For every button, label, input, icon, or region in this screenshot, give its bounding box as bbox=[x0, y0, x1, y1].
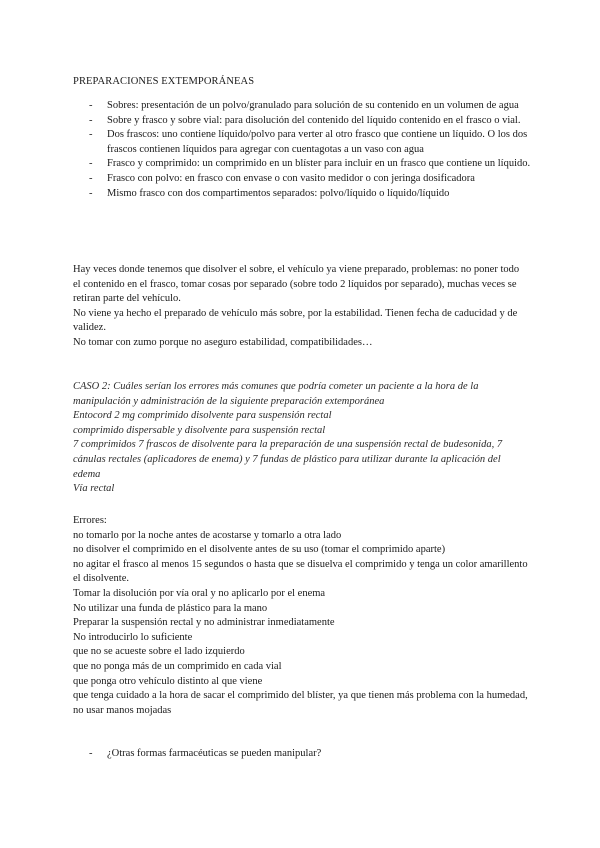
bullet-dash: - bbox=[89, 129, 93, 141]
case-section bbox=[73, 380, 529, 497]
error-item: que no ponga más de un comprimido en cada vial bbox=[73, 660, 282, 672]
bullet-dash: - bbox=[89, 187, 93, 199]
bullet-dash: - bbox=[89, 158, 93, 170]
error-item: No utilizar una funda de plástico para la mano bbox=[73, 602, 268, 614]
list-item bbox=[73, 114, 531, 129]
list-item-text: Sobres: presentación de un polvo/granulado para solución de su contenido en un volumen de agua bbox=[107, 100, 519, 111]
presentation-list bbox=[73, 99, 531, 201]
list-item bbox=[73, 157, 531, 172]
error-item: no agitar el frasco al menos 15 segundos o hasta que se disuelva el comprimido y tenga un color amarillento el disolvente. bbox=[73, 558, 528, 585]
list-item-text: Frasco y comprimido: un comprimido en un blíster para incluir en un frasco que contiene un líquido. bbox=[107, 158, 531, 170]
error-item: no tomarlo por la noche antes de acostarse y tomarlo a otra lado bbox=[73, 529, 342, 541]
error-item: no disolver el comprimido en el disolvente antes de su uso (tomar el comprimido aparte) bbox=[73, 544, 446, 556]
list-item-text: Mismo frasco con dos compartimentos separados: polvo/líquido o líquido/líquido bbox=[107, 187, 450, 199]
case-question: CASO 2: Cuáles serían los errores más comunes que podría cometer un paciente a la hora de la manipulación y administración de la siguiente preparación extemporánea bbox=[73, 381, 479, 407]
list-item bbox=[73, 99, 531, 114]
list-item bbox=[73, 172, 531, 187]
error-item: No introducirlo lo suficiente bbox=[73, 631, 193, 643]
final-question-item bbox=[73, 747, 321, 762]
case-line: Entocord 2 mg comprimido disolvente para suspensión rectal bbox=[73, 410, 332, 422]
bullet-dash: - bbox=[89, 114, 93, 126]
bullet-dash: - bbox=[89, 748, 93, 759]
error-item: que tenga cuidado a la hora de sacar el comprimido del blíster, ya que tienen más problema con la humedad, no usar manos mojadas bbox=[73, 690, 528, 716]
bullet-dash: - bbox=[89, 100, 93, 111]
paragraph: No viene ya hecho el preparado de vehículo más sobre, por la estabilidad. Tienen fecha de caducidad y de validez. bbox=[73, 307, 518, 334]
error-item: Tomar la disolución por vía oral y no aplicarlo por el enema bbox=[73, 587, 326, 599]
list-item-text: Sobre y frasco y sobre vial: para disolución del contenido del líquido contenido en el frasco o vial. bbox=[107, 114, 521, 126]
list-item-text: Dos frascos: uno contiene líquido/polvo para verter al otro frasco que contiene un líquido. O los dos frascos contienen líquidos para agregar con cuentagotas a un vaso con agua bbox=[107, 129, 528, 155]
error-item: que ponga otro vehículo distinto al que viene bbox=[73, 675, 263, 687]
paragraph: No tomar con zumo porque no aseguro estabilidad, compatibilidades… bbox=[73, 336, 373, 348]
case-line: 7 comprimidos 7 frascos de disolvente para la preparación de una suspensión rectal de budesonida, 7 cánulas rectales (aplicadores de enema) y 7 fundas de plástico para utilizar durante la aplicación del edema bbox=[73, 439, 503, 480]
notes-paragraphs bbox=[73, 263, 529, 351]
list-item bbox=[73, 187, 531, 202]
errors-section bbox=[73, 514, 533, 718]
errors-heading: Errores: bbox=[73, 515, 107, 526]
list-item-text: Frasco con polvo: en frasco con envase o con vasito medidor o con jeringa dosificadora bbox=[107, 172, 475, 184]
error-item: que no se acueste sobre el lado izquierdo bbox=[73, 646, 245, 658]
bullet-dash: - bbox=[89, 172, 93, 184]
final-question: ¿Otras formas farmacéuticas se pueden manipular? bbox=[107, 748, 322, 759]
list-item bbox=[73, 128, 531, 157]
case-line: Vía rectal bbox=[73, 483, 115, 495]
document-title: PREPARACIONES EXTEMPORÁNEAS bbox=[73, 76, 255, 87]
case-line: comprimido dispersable y disolvente para suspensión rectal bbox=[73, 424, 326, 436]
error-item: Preparar la suspensión rectal y no administrar inmediatamente bbox=[73, 617, 335, 629]
paragraph: Hay veces donde tenemos que disolver el sobre, el vehículo ya viene preparado, problemas: no poner todo el contenido en el frasco, tomar cosas por separado (sobre todo 2 líquidos por separado), muchas veces se retiran parte del vehículo. bbox=[73, 264, 520, 305]
